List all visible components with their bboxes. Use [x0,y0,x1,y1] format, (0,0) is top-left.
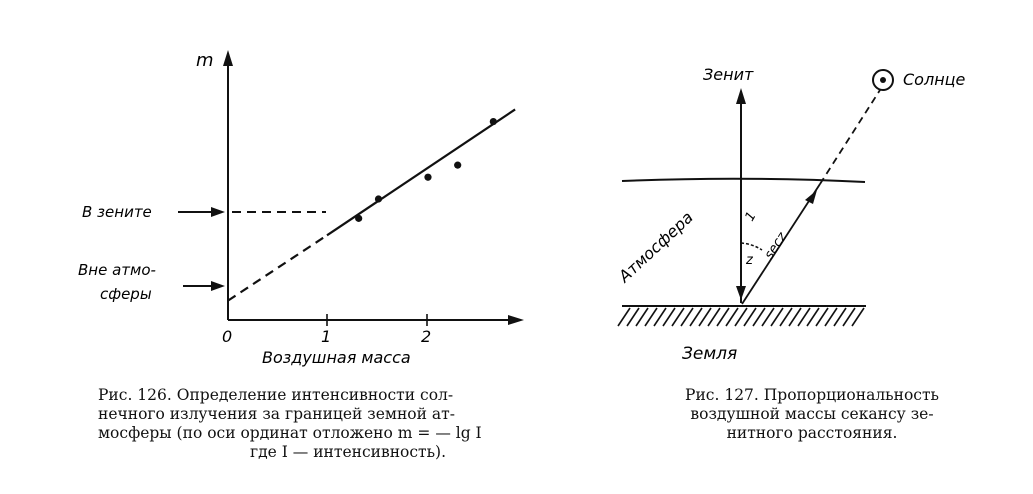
secz-label: secz [761,229,791,263]
data-point-4 [454,162,461,169]
outside-atmosphere-label-1: Вне атмо- [78,261,156,279]
fit-layer [228,109,515,300]
caption-line: нитного расстояния. [726,424,898,442]
data-point-2 [375,195,382,202]
figure-126-caption [98,386,598,462]
zenith-arrow [736,88,746,104]
data-point-5 [490,118,497,125]
data-point-1 [355,215,362,222]
caption-line: воздушной массы секансу зе- [690,405,934,423]
outside-pointer-arrow [211,281,225,291]
y-axis-label: m [196,50,214,71]
zenith-label: В зените [82,203,152,221]
atmosphere-label: Атмосфера [614,207,697,286]
caption-line: Рис. 126. Определение интенсивности сол- [98,386,454,404]
zenith-label: Зенит [703,65,754,84]
atmosphere-top-boundary [622,179,865,182]
caption-line: нечного излучения за границей земной ат- [98,405,455,423]
x-axis-arrow [508,315,524,325]
figure-127-caption [612,386,1012,443]
x-tick-label-0: 0 [222,327,233,346]
fit-line [327,109,515,235]
y-axis-arrow [223,50,233,66]
caption-line: где I — интенсивность). [249,443,447,461]
slant-arrow [805,190,817,204]
caption-line: Рис. 127. Пропорциональность [685,386,939,404]
sun-center-dot [880,77,886,83]
x-axis-label: Воздушная масса [262,348,411,367]
x-tick-label-1: 1 [321,327,332,346]
zenith-pointer-arrow [211,207,225,217]
data-point-3 [424,174,431,181]
x-tick-label-2: 2 [421,327,432,346]
outside-atmosphere-label-2: сферы [100,285,152,303]
zenith-angle-label: z [746,253,753,268]
caption-line: мосферы (по оси ординат отложено m = — lg I [98,424,482,442]
vertical-path-arrow [736,286,746,300]
sun-label: Солнце [903,70,966,89]
vertical-path-label: 1 [742,209,760,224]
extrapolation-line [228,235,327,300]
zenith-angle-arc [741,243,762,250]
ground-hatching [618,308,864,326]
earth-label: Земля [682,344,738,364]
sun-direction-dashed [820,90,880,184]
